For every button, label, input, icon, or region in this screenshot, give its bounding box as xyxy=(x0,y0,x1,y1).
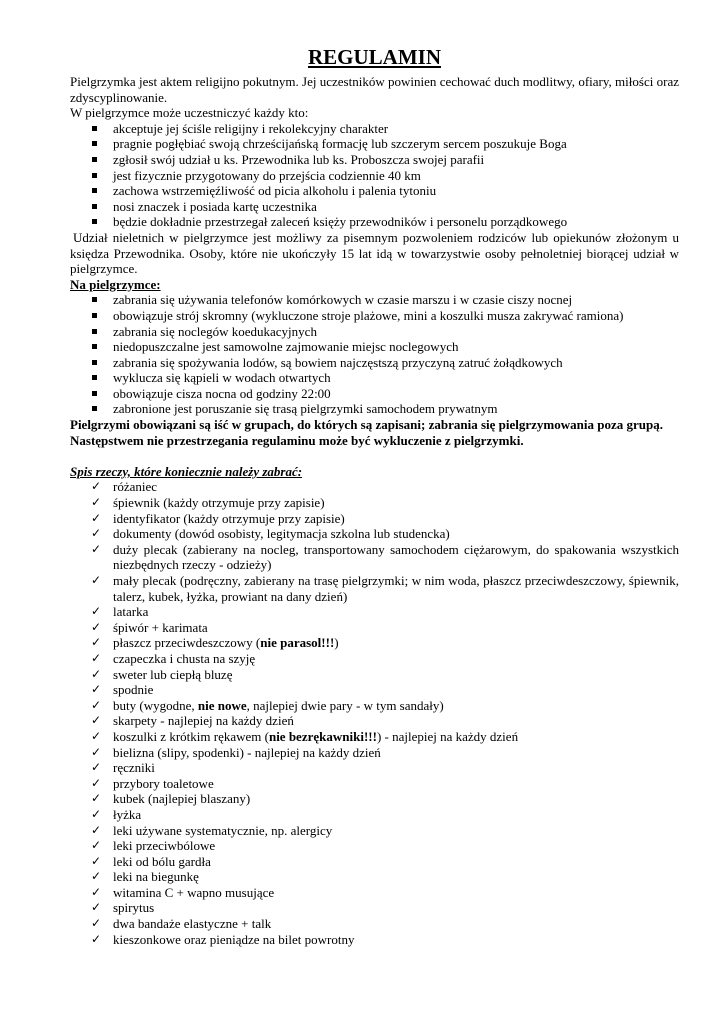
list-item-text: obowiązuje cisza nocna od godziny 22:00 xyxy=(113,385,331,401)
packing-item-emphasis: nie parasol!!! xyxy=(260,635,335,651)
square-bullet-icon xyxy=(92,188,97,193)
square-bullet-icon xyxy=(92,360,97,365)
packing-item xyxy=(70,745,679,761)
list-item-text: wyklucza się kąpieli w wodach otwartych xyxy=(113,370,331,386)
packing-item-text: różaniec xyxy=(113,479,158,495)
checkmark-icon: ✓ xyxy=(91,604,102,619)
packing-item xyxy=(70,620,679,636)
checkmark-icon: ✓ xyxy=(91,682,102,697)
packing-item xyxy=(70,776,679,792)
packing-item xyxy=(70,604,679,620)
list-item-text: akceptuje jej ściśle religijny i rekolekcyjny charakter xyxy=(113,120,389,136)
minors-paragraph: Udział nieletnich w pielgrzymce jest możliwy za pisemnym pozwoleniem rodziców lub opiekunów złożonym u księdza Przewodnika. Osoby, które nie ukończyły 15 lat idą w towarzystwie osoby pełnoletniej biorącej udział w pielgrzymce. xyxy=(70,229,679,277)
packing-item-text: łyżka xyxy=(113,806,142,822)
square-bullet-icon xyxy=(92,126,97,131)
square-bullet-icon xyxy=(92,219,97,224)
packing-item-text: koszulki z krótkim rękawem ( xyxy=(113,728,269,744)
packing-item xyxy=(70,885,679,901)
participants-list xyxy=(70,121,679,230)
packing-item-text: spirytus xyxy=(113,900,155,916)
packing-item-text: witamina C + wapno musujące xyxy=(113,884,275,900)
list-item-text: zabrania się noclegów koedukacyjnych xyxy=(113,323,317,339)
checkmark-icon: ✓ xyxy=(91,541,102,556)
rules-heading: Na pielgrzymce: xyxy=(70,276,161,292)
packing-item-text: , najlepiej dwie pary - w tym sandały) xyxy=(246,697,444,713)
packing-item xyxy=(70,713,679,729)
packing-item xyxy=(70,651,679,667)
checkmark-icon: ✓ xyxy=(91,760,102,775)
list-item xyxy=(70,308,679,324)
square-bullet-icon xyxy=(92,329,97,334)
checkmark-icon: ✓ xyxy=(91,884,102,899)
packing-item xyxy=(70,900,679,916)
list-item-text: obowiązuje strój skromny (wykluczone stroje plażowe, mini a koszulki musza zakrywać ramiona) xyxy=(113,307,624,323)
checkmark-icon: ✓ xyxy=(91,916,102,931)
packing-item-text: śpiewnik (każdy otrzymuje przy zapisie) xyxy=(113,495,325,511)
consequence-note: Następstwem nie przestrzegania regulaminu może być wykluczenie z pielgrzymki. xyxy=(70,432,524,448)
packing-item xyxy=(70,698,679,714)
packing-item-text: dokumenty (dowód osobisty, legitymacja szkolna lub studencka) xyxy=(113,526,450,542)
packing-item xyxy=(70,823,679,839)
packing-item-text: sweter lub ciepłą bluzę xyxy=(113,666,233,682)
list-item xyxy=(70,168,679,184)
list-item xyxy=(70,401,679,417)
packing-item-text: leki na biegunkę xyxy=(113,869,199,885)
list-item xyxy=(70,386,679,402)
square-bullet-icon xyxy=(92,204,97,209)
list-item xyxy=(70,324,679,340)
checkmark-icon: ✓ xyxy=(91,479,102,494)
packing-item-text: identyfikator (każdy otrzymuje przy zapisie) xyxy=(113,510,345,526)
list-item-text: zabrania się używania telefonów komórkowych w czasie marszu i w czasie ciszy nocnej xyxy=(113,292,573,308)
checkmark-icon: ✓ xyxy=(91,931,102,946)
checkmark-icon: ✓ xyxy=(91,806,102,821)
checkmark-icon: ✓ xyxy=(91,869,102,884)
checkmark-icon: ✓ xyxy=(91,619,102,634)
checkmark-icon: ✓ xyxy=(91,791,102,806)
square-bullet-icon xyxy=(92,406,97,411)
packing-item xyxy=(70,869,679,885)
checkmark-icon: ✓ xyxy=(91,728,102,743)
packing-item xyxy=(70,511,679,527)
packing-item-text: buty (wygodne, xyxy=(113,697,198,713)
packing-item xyxy=(70,838,679,854)
checkmark-icon: ✓ xyxy=(91,495,102,510)
packing-item-text: płaszcz przeciwdeszczowy ( xyxy=(113,635,261,651)
packing-item-text: spodnie xyxy=(113,682,154,698)
packing-item xyxy=(70,932,679,948)
packing-item xyxy=(70,635,679,651)
square-bullet-icon xyxy=(92,141,97,146)
packing-item xyxy=(70,526,679,542)
checkmark-icon: ✓ xyxy=(91,853,102,868)
checkmark-icon: ✓ xyxy=(91,775,102,790)
square-bullet-icon xyxy=(92,375,97,380)
list-item xyxy=(70,292,679,308)
checkmark-icon: ✓ xyxy=(91,822,102,837)
square-bullet-icon xyxy=(92,391,97,396)
packing-item xyxy=(70,760,679,776)
list-item-text: zgłosił swój udział u ks. Przewodnika lub ks. Proboszcza swojej parafii xyxy=(113,151,485,167)
packing-item-text: przybory toaletowe xyxy=(113,775,214,791)
packing-item xyxy=(70,479,679,495)
square-bullet-icon xyxy=(92,173,97,178)
list-item xyxy=(70,339,679,355)
packing-item-text: dwa bandaże elastyczne + talk xyxy=(113,916,272,932)
packing-item-text: leki przeciwbólowe xyxy=(113,838,216,854)
groups-rule: Pielgrzymi obowiązani są iść w grupach, do których są zapisani; zabrania się pielgrzymowania poza grupą. xyxy=(70,417,663,433)
checkmark-icon: ✓ xyxy=(91,713,102,728)
packing-item-text: leki od bólu gardła xyxy=(113,853,211,869)
packing-heading: Spis rzeczy, które koniecznie należy zabrać: xyxy=(70,463,303,479)
square-bullet-icon xyxy=(92,297,97,302)
packing-item-text: duży plecak (zabierany na nocleg, transportowany samochodem ciężarowym, do spakowania wszystkich niezbędnych rzeczy - odzieży) xyxy=(113,541,679,573)
list-item xyxy=(70,136,679,152)
packing-item-text: bielizna (slipy, spodenki) - najlepiej na każdy dzień xyxy=(113,744,381,760)
packing-item xyxy=(70,729,679,745)
list-item xyxy=(70,152,679,168)
packing-item xyxy=(70,916,679,932)
square-bullet-icon xyxy=(92,344,97,349)
checkmark-icon: ✓ xyxy=(91,697,102,712)
list-item-text: pragnie pogłębiać swoją chrześcijańską formację lub szczerym sercem poszukuje Boga xyxy=(113,136,567,152)
packing-item xyxy=(70,542,679,573)
document-title: REGULAMIN xyxy=(307,45,441,69)
packing-item-text: latarka xyxy=(113,604,149,620)
square-bullet-icon xyxy=(92,157,97,162)
packing-item xyxy=(70,667,679,683)
checkmark-icon: ✓ xyxy=(91,635,102,650)
packing-item-text: ) xyxy=(334,635,339,651)
list-item xyxy=(70,121,679,137)
packing-item-text: leki używane systematycznie, np. alergicy xyxy=(113,822,333,838)
packing-item-text: skarpety - najlepiej na każdy dzień xyxy=(113,713,294,729)
list-item-text: nosi znaczek i posiada kartę uczestnika xyxy=(113,198,317,214)
packing-item-text: ręczniki xyxy=(113,760,155,776)
packing-item xyxy=(70,854,679,870)
list-item-text: zabronione jest poruszanie się trasą pielgrzymki samochodem prywatnym xyxy=(113,401,498,417)
spacer xyxy=(70,448,679,464)
participants-heading: W pielgrzymce może uczestniczyć każdy kto: xyxy=(70,105,309,121)
packing-item xyxy=(70,807,679,823)
intro-paragraph: Pielgrzymka jest aktem religijno pokutnym. Jej uczestników powinien cechować duch modlitwy, ofiary, miłości oraz zdyscyplinowanie. xyxy=(70,74,679,105)
list-item xyxy=(70,199,679,215)
list-item-text: jest fizycznie przygotowany do przejścia codziennie 40 km xyxy=(113,167,421,183)
document-content xyxy=(70,44,679,947)
checkmark-icon: ✓ xyxy=(91,838,102,853)
packing-list xyxy=(70,479,679,947)
list-item-text: będzie dokładnie przestrzegał zaleceń księży przewodników i personelu porządkowego xyxy=(113,214,568,230)
list-item xyxy=(70,183,679,199)
list-item-text: zachowa wstrzemięźliwość od picia alkoholu i palenia tytoniu xyxy=(113,183,437,199)
list-item-text: zabrania się spożywania lodów, są bowiem najczęstszą przyczyną zatruć żołądkowych xyxy=(113,354,563,370)
checkmark-icon: ✓ xyxy=(91,900,102,915)
packing-item-text: ) - najlepiej na każdy dzień xyxy=(376,728,519,744)
square-bullet-icon xyxy=(92,313,97,318)
packing-item xyxy=(70,573,679,604)
packing-item-text: kubek (najlepiej blaszany) xyxy=(113,791,251,807)
list-item xyxy=(70,214,679,230)
packing-item-emphasis: nie bezrękawniki!!! xyxy=(268,728,377,744)
checkmark-icon: ✓ xyxy=(91,526,102,541)
packing-item-text: mały plecak (podręczny, zabierany na trasę pielgrzymki; w nim woda, płaszcz przeciwdeszczowy, śpiewnik, talerz, kubek, łyżka, prowiant na dany dzień) xyxy=(113,573,679,604)
packing-item xyxy=(70,791,679,807)
packing-item-emphasis: nie nowe xyxy=(197,697,247,713)
packing-item xyxy=(70,495,679,511)
packing-item-text: śpiwór + karimata xyxy=(113,619,208,635)
packing-item xyxy=(70,682,679,698)
rules-list xyxy=(70,292,679,417)
list-item xyxy=(70,370,679,386)
list-item xyxy=(70,355,679,371)
checkmark-icon: ✓ xyxy=(91,510,102,525)
checkmark-icon: ✓ xyxy=(91,744,102,759)
packing-item-text: kieszonkowe oraz pieniądze na bilet powrotny xyxy=(113,931,355,947)
packing-item-text: czapeczka i chusta na szyję xyxy=(113,650,256,666)
checkmark-icon: ✓ xyxy=(91,573,102,587)
list-item-text: niedopuszczalne jest samowolne zajmowanie miejsc noclegowych xyxy=(113,339,459,355)
checkmark-icon: ✓ xyxy=(91,650,102,665)
checkmark-icon: ✓ xyxy=(91,666,102,681)
